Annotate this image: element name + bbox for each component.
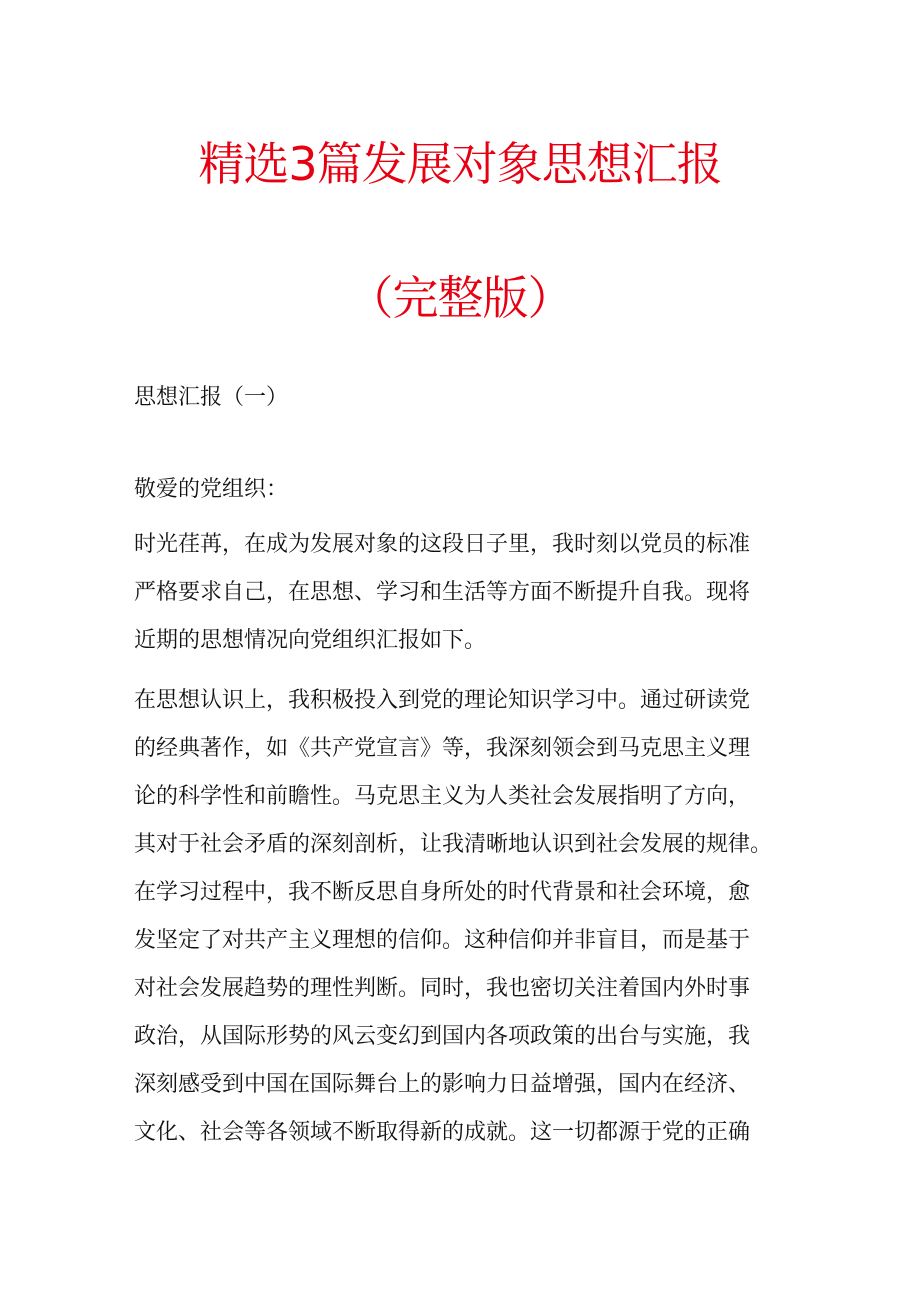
body-text-line: 在学习过程中，我不断反思自身所处的时代背景和社会环境，愈 <box>134 880 751 905</box>
body-text-line: 文化、社会等各领域不断取得新的成就。这一切都源于党的正确 <box>134 1120 751 1145</box>
body-text-line: 时光荏苒，在成为发展对象的这段日子里，我时刻以党员的标准 <box>134 532 751 557</box>
body-text-line: 严格要求自己，在思想、学习和生活等方面不断提升自我。现将 <box>134 580 751 605</box>
body-text-line: 在思想认识上，我积极投入到党的理论知识学习中。通过研读党 <box>134 688 751 713</box>
section-heading: 思想汇报（一） <box>134 385 289 410</box>
body-text-line: 发坚定了对共产主义理想的信仰。这种信仰并非盲目，而是基于 <box>134 928 751 953</box>
body-text-line: 政治，从国际形势的风云变幻到国内各项政策的出台与实施，我 <box>134 1024 751 1049</box>
body-text-line: 近期的思想情况向党组织汇报如下。 <box>134 628 487 653</box>
body-text-line: 其对于社会矛盾的深刻剖析，让我清晰地认识到社会发展的规律。 <box>134 832 773 857</box>
salutation: 敬爱的党组织： <box>134 477 289 502</box>
body-text-line: 深刻感受到中国在国际舞台上的影响力日益增强，国内在经济、 <box>134 1072 751 1097</box>
document-title-line-1: 精选3篇发展对象思想汇报 <box>198 137 722 191</box>
body-text-line: 对社会发展趋势的理性判断。同时，我也密切关注着国内外时事 <box>134 976 751 1001</box>
body-text-line: 论的科学性和前瞻性。马克思主义为人类社会发展指明了方向， <box>134 784 751 809</box>
document-title-line-2: （完整版） <box>347 271 573 325</box>
body-text-line: 的经典著作，如《共产党宣言》等，我深刻领会到马克思主义理 <box>134 736 751 761</box>
